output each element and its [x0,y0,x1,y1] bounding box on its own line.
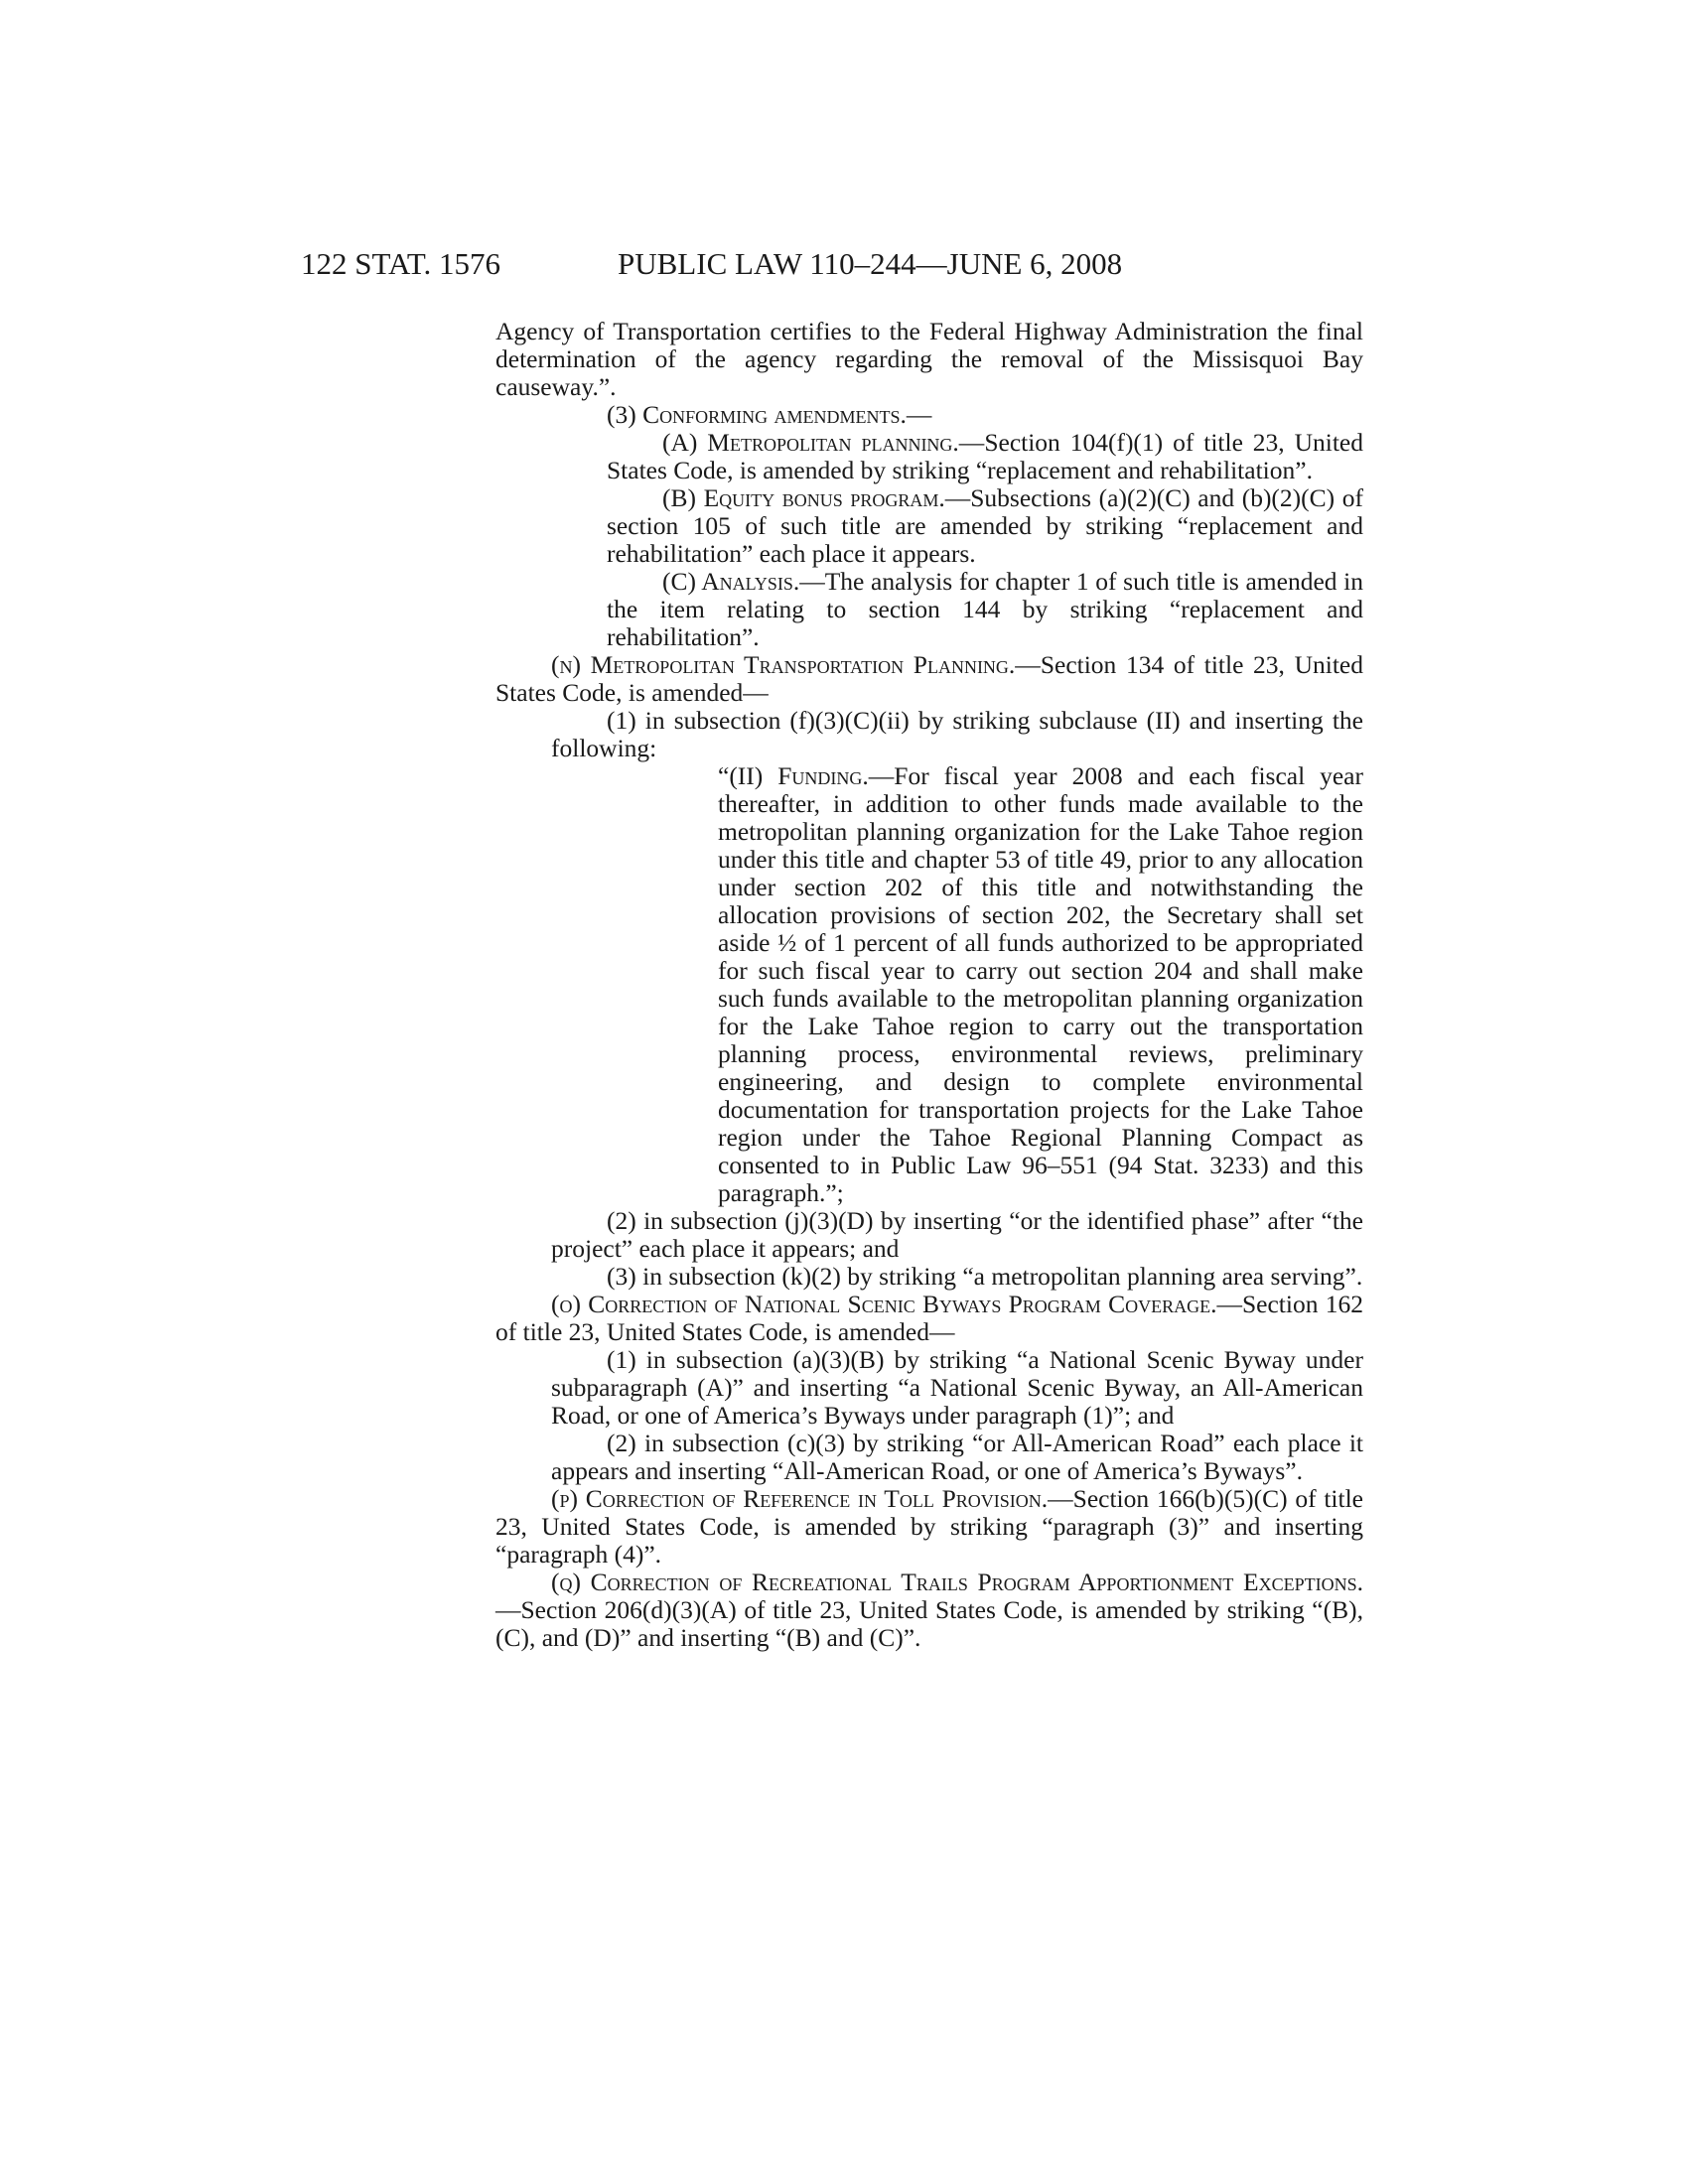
paragraph-heading: (n) Metropolitan Transportation Planning.— [551,650,1041,679]
body-text [495,318,1363,1652]
paragraph-funding-quote [495,762,1363,1207]
paragraph-continuation [495,318,1363,401]
paragraph-heading: (3) Conforming amendments.— [607,400,932,429]
paragraph-text: Section 162 of title 23, United States Code, is amended— [495,1290,1363,1346]
paragraph-heading: (o) Correction of National Scenic Byways Program Coverage.— [551,1290,1242,1318]
paragraph-heading: (q) Correction of Recreational Trails Program Apportionment Exceptions.— [495,1568,1363,1624]
paragraph-text: (2) in subsection (c)(3) by striking “or All-American Road” each place it appears and inserting “All-American Road, or one of America’s Byways”. [551,1429,1363,1485]
paragraph-subsection-q [495,1569,1363,1652]
paragraph-subsection-n [495,651,1363,707]
paragraph-text: Section 166(b)(5)(C) of title 23, United States Code, is amended by striking “paragraph (3)” and inserting “paragraph (4)”. [495,1484,1363,1569]
paragraph-text: Section 134 of title 23, United States Code, is amended— [495,650,1363,707]
paragraph-subsection-p [495,1485,1363,1569]
paragraph-text: (1) in subsection (a)(3)(B) by striking “a National Scenic Byway under subparagraph (A)” and inserting “a National Scenic Byway, an All-American Road, or one of America’s Byways under paragraph (1)”; and [551,1345,1363,1430]
paragraph-n-1 [495,707,1363,762]
paragraph-heading: (A) Metropolitan planning.— [662,428,985,457]
paragraph-metropolitan-planning [495,429,1363,484]
paragraph-heading: “(II) Funding.— [718,761,895,790]
paragraph-heading: (C) Analysis.— [662,567,825,596]
paragraph-equity-bonus [495,484,1363,568]
paragraph-text: The analysis for chapter 1 of such title is amended in the item relating to section 144 by striking “replacement and rehabilitation”. [607,567,1363,651]
paragraph-n-3 [495,1263,1363,1291]
paragraph-o-1 [495,1346,1363,1430]
paragraph-heading: (p) Correction of Reference in Toll Provision.— [551,1484,1073,1513]
paragraph-subsection-o [495,1291,1363,1346]
paragraph-text: Section 104(f)(1) of title 23, United States Code, is amended by striking “replacement and rehabilitation”. [607,428,1363,484]
paragraph-analysis [495,568,1363,651]
paragraph-text: For fiscal year 2008 and each fiscal year thereafter, in addition to other funds made available to the metropolitan planning organization for the Lake Tahoe region under this title and chapter 53 of title 49, prior to any allocation under section 202 of this title and notwithstanding the allocation provisions of section 202, the Secretary shall set aside ½ of 1 percent of all funds authorized to be appropriated for such fiscal year to carry out section 204 and shall make such funds available to the metropolitan planning organization for the Lake Tahoe region to carry out the transportation planning process, environmental reviews, preliminary engineering, and design to complete environmental documentation for transportation projects for the Lake Tahoe region under the Tahoe Regional Planning Compact as consented to in Public Law 96–551 (94 Stat. 3233) and this paragraph.”; [718,761,1363,1207]
paragraph-conforming-amendments [495,401,1363,429]
paragraph-text: Section 206(d)(3)(A) of title 23, United States Code, is amended by striking “(B), (C), and (D)” and inserting “(B) and (C)”. [495,1595,1363,1652]
paragraph-o-2 [495,1430,1363,1485]
paragraph-text: Subsections (a)(2)(C) and (b)(2)(C) of section 105 of such title are amended by striking “replacement and rehabilitation” each place it appears. [607,483,1363,568]
stat-citation: 122 STAT. 1576 [301,246,501,281]
paragraph-text: (3) in subsection (k)(2) by striking “a metropolitan planning area serving”. [607,1262,1363,1291]
page-header [0,244,1688,284]
paragraph-text: Agency of Transportation certifies to the Federal Highway Administration the final determination of the agency regarding the removal of the Missisquoi Bay causeway.”. [495,317,1363,401]
paragraph-text: (1) in subsection (f)(3)(C)(ii) by striking subclause (II) and inserting the following: [551,706,1363,762]
paragraph-text: (2) in subsection (j)(3)(D) by inserting “or the identified phase” after “the project” each place it appears; and [551,1206,1363,1263]
paragraph-n-2 [495,1207,1363,1263]
paragraph-heading: (B) Equity bonus program.— [662,483,971,512]
law-title: PUBLIC LAW 110–244—JUNE 6, 2008 [618,246,1123,281]
